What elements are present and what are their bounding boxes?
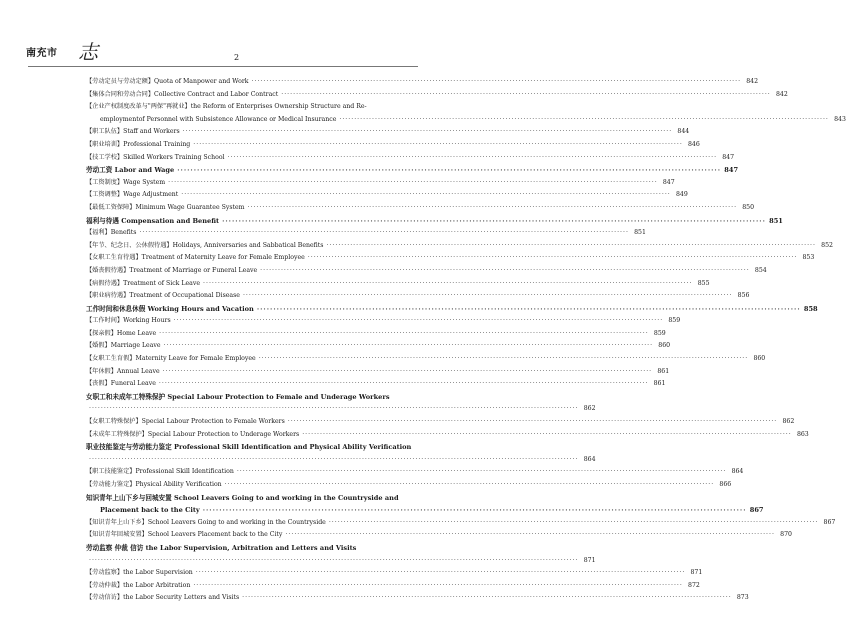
toc-entry [86, 403, 596, 416]
toc-entry-page: 867 [749, 506, 764, 515]
toc-entry-label: Placement back to the City [100, 506, 200, 515]
toc-entry [86, 227, 646, 240]
toc-entry-label: 【女职工特殊保护】Special Labour Protection to Female Workers [86, 418, 285, 426]
toc-entry [86, 215, 783, 228]
toc-leader-dots [159, 378, 649, 391]
toc-entry-label: 女职工和未成年工特殊保护 Special Labour Protection to Female and Underage Workers [86, 392, 390, 401]
toc-leader-dots [242, 592, 732, 605]
toc-entry [86, 429, 809, 442]
toc-entry [86, 303, 818, 316]
toc-entry-page: 859 [668, 317, 681, 325]
toc-entry [86, 126, 690, 139]
toc-entry [86, 139, 700, 152]
toc-entry-label: 【婚假】Marriage Leave [86, 342, 161, 350]
toc-entry-label: 【劳动能力鉴定】Physical Ability Verification [86, 481, 222, 488]
toc-entry-page: 873 [736, 594, 749, 602]
toc-leader-dots [159, 328, 649, 341]
toc-entry-page: 851 [769, 216, 783, 225]
toc-entry-page: 847 [662, 178, 675, 186]
toc-leader-dots [89, 403, 579, 416]
toc-entry-label: 【病假待遇】Treatment of Sick Leave [86, 279, 201, 287]
page-header [0, 0, 450, 70]
table-of-contents [86, 76, 846, 605]
toc-leader-dots [288, 416, 778, 429]
toc-entry-page: 871 [690, 569, 703, 577]
toc-entry-label: 【集体合同和劳动合同】Collective Contract and Labor Contract [86, 90, 279, 98]
toc-entry-label: 工作时间和休息休假 Working Hours and Vacation [86, 304, 254, 313]
toc-entry-label: 【职业病待遇】Treatment of Occupational Disease [86, 292, 240, 300]
toc-leader-dots [329, 517, 819, 530]
toc-entry [86, 353, 766, 366]
toc-leader-dots [257, 303, 801, 316]
toc-entry-label: 【劳动信访】the Labor Security Letters and Visits [86, 594, 240, 602]
toc-entry-label: 职业技能鉴定与劳动能力鉴定 Professional Skill Identification and Physical Ability Verification [86, 443, 412, 452]
toc-entry [86, 265, 767, 278]
toc-entry-page: 866 [719, 481, 732, 488]
toc-entry-label: 【女职工生育假】Maternity Leave for Female Employee [86, 355, 256, 363]
toc-entry [86, 89, 788, 102]
toc-entry-label: 【知识青年回城安置】School Leavers Placement back to the City [86, 531, 283, 539]
toc-entry [86, 315, 681, 328]
toc-entry-page: 870 [780, 531, 792, 539]
toc-leader-dots [222, 215, 766, 228]
toc-leader-dots [163, 366, 653, 379]
logo-glyph: 志 [78, 40, 98, 64]
toc-leader-dots [326, 240, 816, 253]
toc-entry-page: 846 [687, 140, 700, 148]
toc-entry [86, 529, 792, 542]
toc-entry-page: 860 [753, 355, 766, 363]
toc-leader-dots [248, 202, 738, 215]
toc-entry-page: 856 [737, 292, 750, 300]
toc-entry-page: 851 [634, 229, 646, 237]
toc-entry [86, 504, 764, 517]
page-number: 2 [234, 53, 240, 62]
toc-entry-page: 859 [653, 329, 666, 337]
toc-leader-dots [168, 177, 658, 190]
toc-entry-page: 850 [742, 203, 755, 211]
toc-leader-dots [193, 580, 683, 593]
logo-text: 南充市 [26, 48, 58, 59]
toc-entry-page: 861 [653, 380, 666, 388]
toc-entry [86, 466, 744, 479]
toc-entry-page: 852 [821, 241, 833, 249]
toc-entry-label: 劳动工资 Labor and Wage [86, 166, 175, 175]
toc-leader-dots [225, 479, 715, 492]
toc-entry-label: 【职工队伍】Staff and Workers [86, 128, 180, 136]
toc-entry [86, 366, 670, 379]
toc-entry-label: 【劳动监察】the Labor Supervision [86, 569, 193, 577]
toc-entry [86, 416, 795, 429]
toc-leader-dots [259, 353, 749, 366]
toc-entry-label: 【劳动定员与劳动定额】Quota of Manpower and Work [86, 78, 249, 85]
toc-entry-page: 871 [583, 556, 596, 564]
toc-entry [86, 202, 755, 215]
toc-entry-page: 867 [823, 518, 836, 526]
toc-entry-label: 【女职工生育待遇】Treatment of Maternity Leave for Female Employee [86, 254, 305, 262]
toc-entry [86, 441, 420, 454]
toc-entry-page: 844 [677, 128, 690, 136]
toc-entry-label: 【工作时间】Working Hours [86, 317, 171, 325]
toc-leader-dots [237, 466, 727, 479]
toc-entry-label: 【年休假】Annual Leave [86, 367, 160, 375]
toc-entry-label: 【丧假】Funeral Leave [86, 380, 156, 388]
toc-entry [86, 76, 759, 89]
toc-entry-page: 862 [782, 418, 795, 426]
toc-entry-label: 劳动监察 仲裁 信访 the Labor Supervision, Arbitration and Letters and Visits [86, 543, 357, 552]
toc-entry [86, 454, 596, 467]
toc-entry [86, 492, 420, 505]
toc-entry-page: 847 [722, 153, 735, 161]
toc-entry [86, 567, 703, 580]
toc-leader-dots [302, 429, 792, 442]
toc-entry-label: 知识青年上山下乡与回城安置 School Leavers Going to and working in the Countryside and [86, 493, 399, 502]
toc-leader-dots [181, 189, 671, 202]
toc-leader-dots [260, 265, 750, 278]
toc-leader-dots [139, 227, 629, 240]
toc-entry-label: employmentof Personnel with Subsistence Allowance or Medical Insurance [100, 115, 337, 123]
toc-entry-label: 【职工技能鉴定】Professional Skill Identification [86, 468, 234, 476]
toc-entry [86, 114, 846, 127]
toc-entry-page: 843 [834, 115, 846, 123]
toc-leader-dots [183, 126, 673, 139]
toc-entry [86, 555, 596, 568]
toc-entry [86, 391, 420, 404]
toc-entry-label: 【劳动仲裁】the Labor Arbitration [86, 581, 191, 589]
toc-entry-label: 【工资制度】Wage System [86, 178, 166, 186]
toc-leader-dots [285, 529, 775, 542]
toc-entry-label: 福利与待遇 Compensation and Benefit [86, 216, 220, 225]
toc-leader-dots [339, 114, 829, 127]
toc-entry [86, 177, 675, 190]
toc-entry [86, 479, 732, 492]
header-rule [28, 66, 418, 67]
toc-entry [86, 580, 700, 593]
toc-entry [86, 101, 420, 114]
toc-entry-label: 【婚丧假待遇】Treatment of Marriage or Funeral Leave [86, 266, 258, 274]
toc-entry-page: 863 [796, 430, 809, 438]
toc-entry [86, 517, 836, 530]
toc-entry [86, 340, 671, 353]
toc-entry-label: 【未成年工特殊保护】Special Labour Protection to Underage Workers [86, 430, 300, 438]
toc-leader-dots [196, 567, 686, 580]
toc-entry [86, 542, 420, 555]
toc-entry-page: 862 [583, 405, 596, 413]
toc-leader-dots [177, 164, 721, 177]
toc-entry-label: 【技工学校】Skilled Workers Training School [86, 153, 225, 161]
toc-entry [86, 278, 710, 291]
toc-entry-page: 864 [583, 455, 596, 463]
toc-entry-label: 【福利】Benefits [86, 229, 137, 237]
toc-entry [86, 592, 749, 605]
toc-entry [86, 152, 735, 165]
toc-entry-page: 864 [731, 468, 744, 476]
toc-leader-dots [89, 454, 579, 467]
toc-leader-dots [203, 278, 693, 291]
toc-leader-dots [164, 340, 654, 353]
toc-leader-dots [252, 76, 742, 89]
toc-leader-dots [174, 315, 664, 328]
toc-entry-page: 854 [754, 266, 767, 274]
toc-entry [86, 328, 666, 341]
toc-entry [86, 240, 833, 253]
toc-entry-label: 【职业培训】Professional Training [86, 140, 191, 148]
toc-entry-page: 855 [697, 279, 710, 287]
toc-entry-page: 853 [802, 254, 815, 262]
toc-entry [86, 252, 815, 265]
toc-entry-page: 861 [657, 367, 670, 375]
toc-entry-label: 【知识青年上山下乡】School Leavers Going to and working in the Countryside [86, 518, 326, 526]
toc-entry-page: 860 [658, 342, 671, 350]
toc-leader-dots [281, 89, 771, 102]
toc-leader-dots [203, 504, 747, 517]
toc-entry-label: 【最低工资保障】Minimum Wage Guarantee System [86, 203, 245, 211]
toc-entry-label: 【探亲假】Home Leave [86, 329, 157, 337]
toc-entry-page: 872 [688, 581, 700, 589]
toc-leader-dots [243, 290, 733, 303]
toc-entry-page: 842 [746, 78, 759, 85]
toc-entry-label: 【年节、纪念日、公休假待遇】Holidays, Anniversaries and Sabbatical Benefits [86, 241, 324, 249]
toc-leader-dots [193, 139, 683, 152]
toc-entry-page: 858 [803, 304, 818, 313]
toc-entry [86, 290, 750, 303]
toc-leader-dots [89, 555, 579, 568]
toc-entry [86, 164, 739, 177]
toc-entry-page: 842 [775, 90, 788, 98]
toc-entry-label: 【工资调整】Wage Adjustment [86, 191, 179, 199]
toc-leader-dots [228, 152, 718, 165]
toc-entry [86, 378, 666, 391]
toc-leader-dots [308, 252, 798, 265]
toc-entry-label: 【企业产权制度改革与"两保"再就业】the Reform of Enterprises Ownership Structure and Re- [86, 103, 367, 111]
toc-entry [86, 189, 688, 202]
toc-entry-page: 849 [675, 191, 688, 199]
toc-entry-page: 847 [724, 166, 739, 175]
